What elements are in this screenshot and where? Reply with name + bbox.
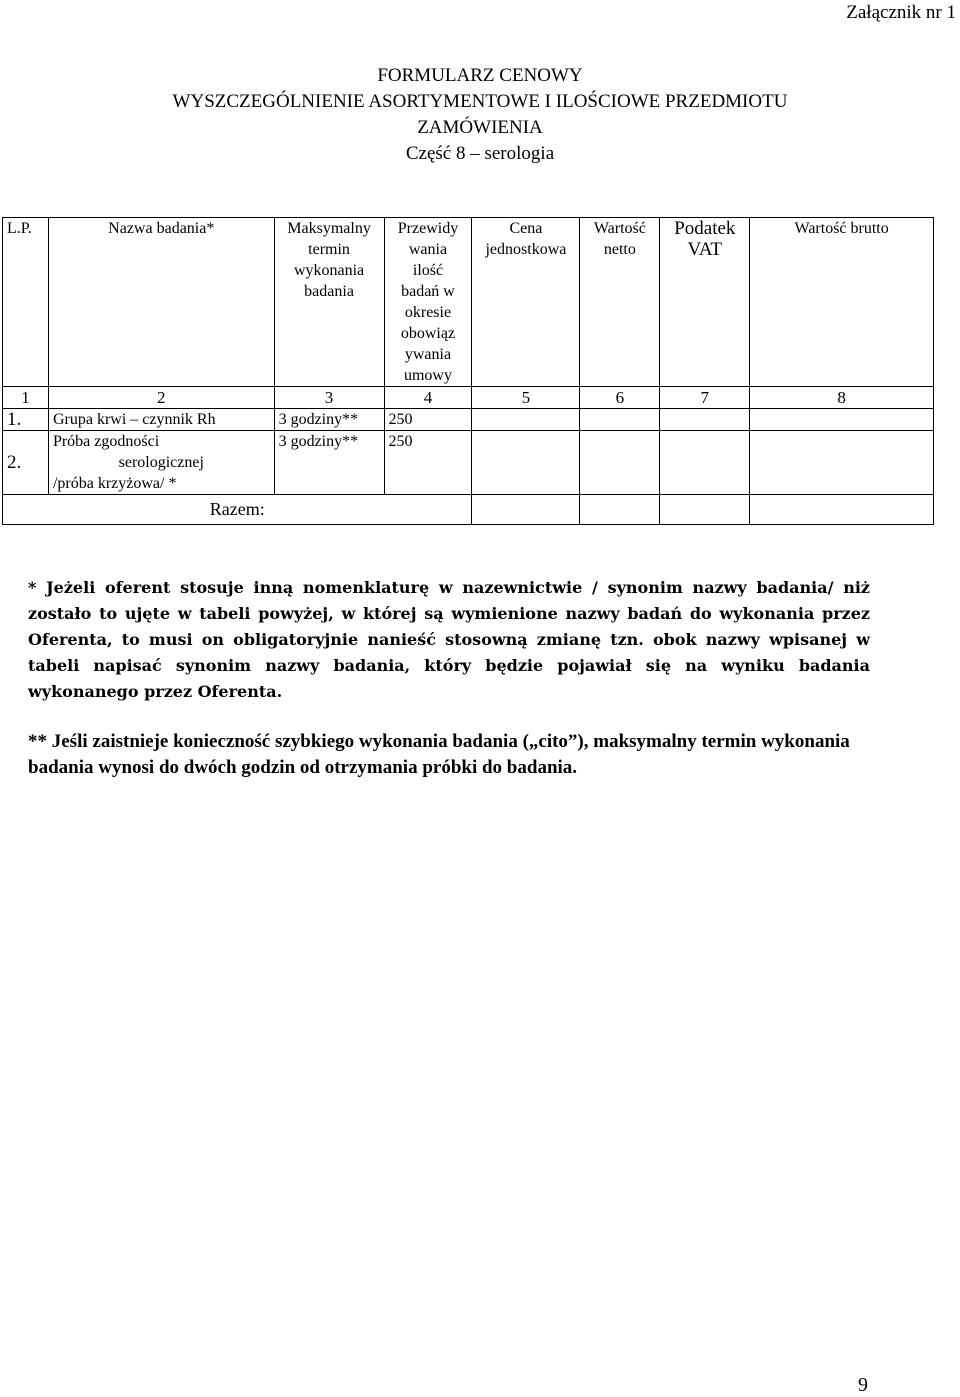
row-unit-price-cell[interactable] [472, 409, 580, 431]
column-number: 6 [580, 387, 660, 409]
column-number: 3 [274, 387, 384, 409]
footnote-cito: ** Jeśli zaistnieje konieczność szybkiego wykonania badania („cito”), maksymalny termin wykonania badania wynosi do dwóch godzin od otrzymania próbki do badania. [28, 731, 850, 778]
row-vat-cell[interactable] [660, 409, 750, 431]
header-vat: Podatek VAT [660, 218, 750, 387]
row-net-value-cell[interactable] [580, 409, 660, 431]
row-lp: 1. [3, 409, 49, 431]
annex-label: Załącznik nr 1 [846, 2, 956, 23]
header-max-term: Maksymalny termin wykonania badania [274, 218, 384, 387]
footnotes [28, 575, 870, 781]
row-unit-price-cell[interactable] [472, 431, 580, 495]
footnote-nomenclature: * Jeżeli oferent stosuje inną nomenklaturę w nazewnictwie / synonim nazwy badania/ niż zostało to ujęte w tabeli powyżej, w której są wymienione nazwy badań do wykonania przez Oferenta, to musi on obligatoryjnie nanieść stosowną zmianę tzn. obok nazwy wpisanej w tabeli napisać synonim nazwy badania, który będzie pojawiał się na wyniku badania wykonanego przez Oferenta. [28, 578, 870, 701]
title-line-2: WYSZCZEGÓLNIENIE ASORTYMENTOWE I ILOŚCIOWE PRZEDMIOTU [172, 91, 788, 112]
table-row [3, 431, 934, 495]
row-test-name: Próba zgodności serologicznej /próba krzyżowa/ * [48, 431, 274, 495]
title-line-3: ZAMÓWIENIA [417, 117, 543, 138]
header-lp: L.P. [3, 218, 49, 387]
row-max-term: 3 godziny** [274, 409, 384, 431]
row-net-value-cell[interactable] [580, 431, 660, 495]
column-number: 4 [384, 387, 472, 409]
column-number: 7 [660, 387, 750, 409]
total-net-value-cell[interactable] [580, 495, 660, 525]
header-gross-value: Wartość brutto [750, 218, 934, 387]
page-number: 9 [858, 1374, 868, 1396]
total-vat-cell[interactable] [660, 495, 750, 525]
header-name: Nazwa badania* [48, 218, 274, 387]
row-gross-value-cell[interactable] [750, 409, 934, 431]
title-line-1: FORMULARZ CENOWY [377, 65, 583, 86]
row-vat-cell[interactable] [660, 431, 750, 495]
header-net-value: Wartość netto [580, 218, 660, 387]
column-number: 5 [472, 387, 580, 409]
header-unit-price: Cena jednostkowa [472, 218, 580, 387]
column-number: 2 [48, 387, 274, 409]
total-unit-price-cell[interactable] [472, 495, 580, 525]
row-test-name: Grupa krwi – czynnik Rh [48, 409, 274, 431]
column-number-row [3, 387, 934, 409]
header-quantity: Przewidy wania ilość badań w okresie obowiąz ywania umowy [384, 218, 472, 387]
title-line-4: Część 8 – serologia [405, 143, 555, 164]
total-label: Razem: [3, 495, 472, 525]
column-number: 8 [750, 387, 934, 409]
row-max-term: 3 godziny** [274, 431, 384, 495]
total-gross-value-cell[interactable] [750, 495, 934, 525]
row-quantity: 250 [384, 431, 472, 495]
column-number: 1 [3, 387, 49, 409]
price-table [2, 217, 934, 525]
document-title [0, 63, 960, 167]
row-lp: 2. [3, 431, 49, 495]
table-header-row [3, 218, 934, 387]
row-gross-value-cell[interactable] [750, 431, 934, 495]
table-row [3, 409, 934, 431]
row-quantity: 250 [384, 409, 472, 431]
total-row [3, 495, 934, 525]
